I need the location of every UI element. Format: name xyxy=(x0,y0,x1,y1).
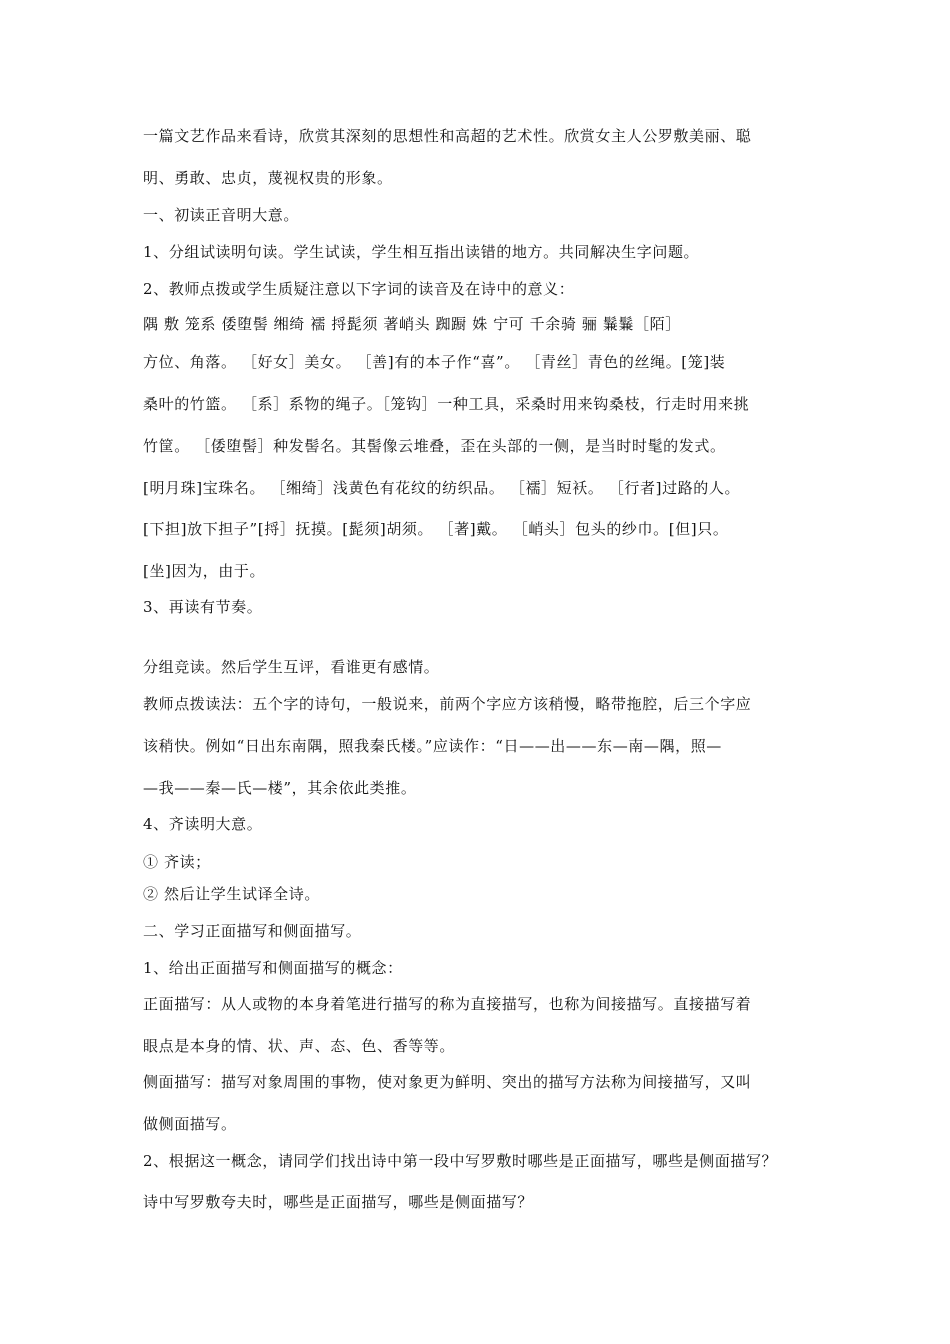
text-line: ① 齐读； xyxy=(143,853,211,871)
text-line: 3、再读有节奏。 xyxy=(143,598,263,616)
text-line: 竹筐。 ［倭堕髻］种发髻名。其髻像云堆叠，歪在头部的一侧，是当时时髦的发式。 xyxy=(143,437,726,455)
text-line: [明月珠]宝珠名。 ［缃绮］浅黄色有花纹的纺织品。 ［襦］短袄。 ［行者]过路的人。 xyxy=(143,479,741,497)
text-line: 方位、角落。 ［好女］美女。 ［善]有的本子作“喜”。 ［青丝］青色的丝绳。[笼]装 xyxy=(143,353,726,371)
text-line: 4、齐读明大意。 xyxy=(143,815,263,833)
text-line: [坐]因为，由于。 xyxy=(143,562,266,580)
text-line: 正面描写：从人或物的本身着笔进行描写的称为直接描写，也称为间接描写。直接描写着 xyxy=(143,995,752,1013)
text-line: 分组竞读。然后学生互评，看谁更有感情。 xyxy=(143,658,440,676)
section-heading: 二、学习正面描写和侧面描写。 xyxy=(143,922,362,940)
text-line: 桑叶的竹篮。 ［系］系物的绳子。［笼钩］一种工具，采桑时用来钩桑枝，行走时用来挑 xyxy=(143,395,750,413)
text-line: 做侧面描写。 xyxy=(143,1115,237,1133)
text-line: 侧面描写：描写对象周围的事物，使对象更为鲜明、突出的描写方法称为间接描写，又叫 xyxy=(143,1073,752,1091)
text-line: ② 然后让学生试译全诗。 xyxy=(143,885,320,903)
text-line: 该稍快。例如“日出东南隅，照我秦氏楼。”应读作：“日——出——东—南—隅，照— xyxy=(143,737,722,755)
text-line: 眼点是本身的情、状、声、态、色、香等等。 xyxy=(143,1037,456,1055)
text-line: 1、分组试读明句读。学生试读，学生相互指出读错的地方。共同解决生字问题。 xyxy=(143,243,700,261)
vocabulary-line: 隅 敷 笼系 倭堕髻 缃绮 襦 捋髭须 著峭头 踟蹰 姝 宁可 千余骑 骊 鬑鬑［陌］ xyxy=(143,315,681,333)
text-line: 1、给出正面描写和侧面描写的概念： xyxy=(143,959,403,977)
text-line: 2、教师点拨或学生质疑注意以下字词的读音及在诗中的意义： xyxy=(143,280,575,298)
section-heading: 一、初读正音明大意。 xyxy=(143,206,300,224)
text-line: —我——秦—氏—楼”，其余依此类推。 xyxy=(143,779,417,797)
text-line: 诗中写罗敷夸夫时，哪些是正面描写，哪些是侧面描写？ xyxy=(143,1193,534,1211)
text-line: 2、根据这一概念，请同学们找出诗中第一段中写罗敷时哪些是正面描写，哪些是侧面描写？ xyxy=(143,1152,778,1170)
text-line: [下担]放下担子”[捋］抚摸。[髭须]胡须。 ［著]戴。 ［峭头］包头的纱巾。[但]只。 xyxy=(143,520,729,538)
text-line: 一篇文艺作品来看诗，欣赏其深刻的思想性和高超的艺术性。欣赏女主人公罗敷美丽、聪 xyxy=(143,127,752,145)
text-line: 教师点拨读法：五个字的诗句，一般说来，前两个字应方该稍慢，略带拖腔，后三个字应 xyxy=(143,695,752,713)
text-line: 明、勇敢、忠贞，蔑视权贵的形象。 xyxy=(143,169,393,187)
